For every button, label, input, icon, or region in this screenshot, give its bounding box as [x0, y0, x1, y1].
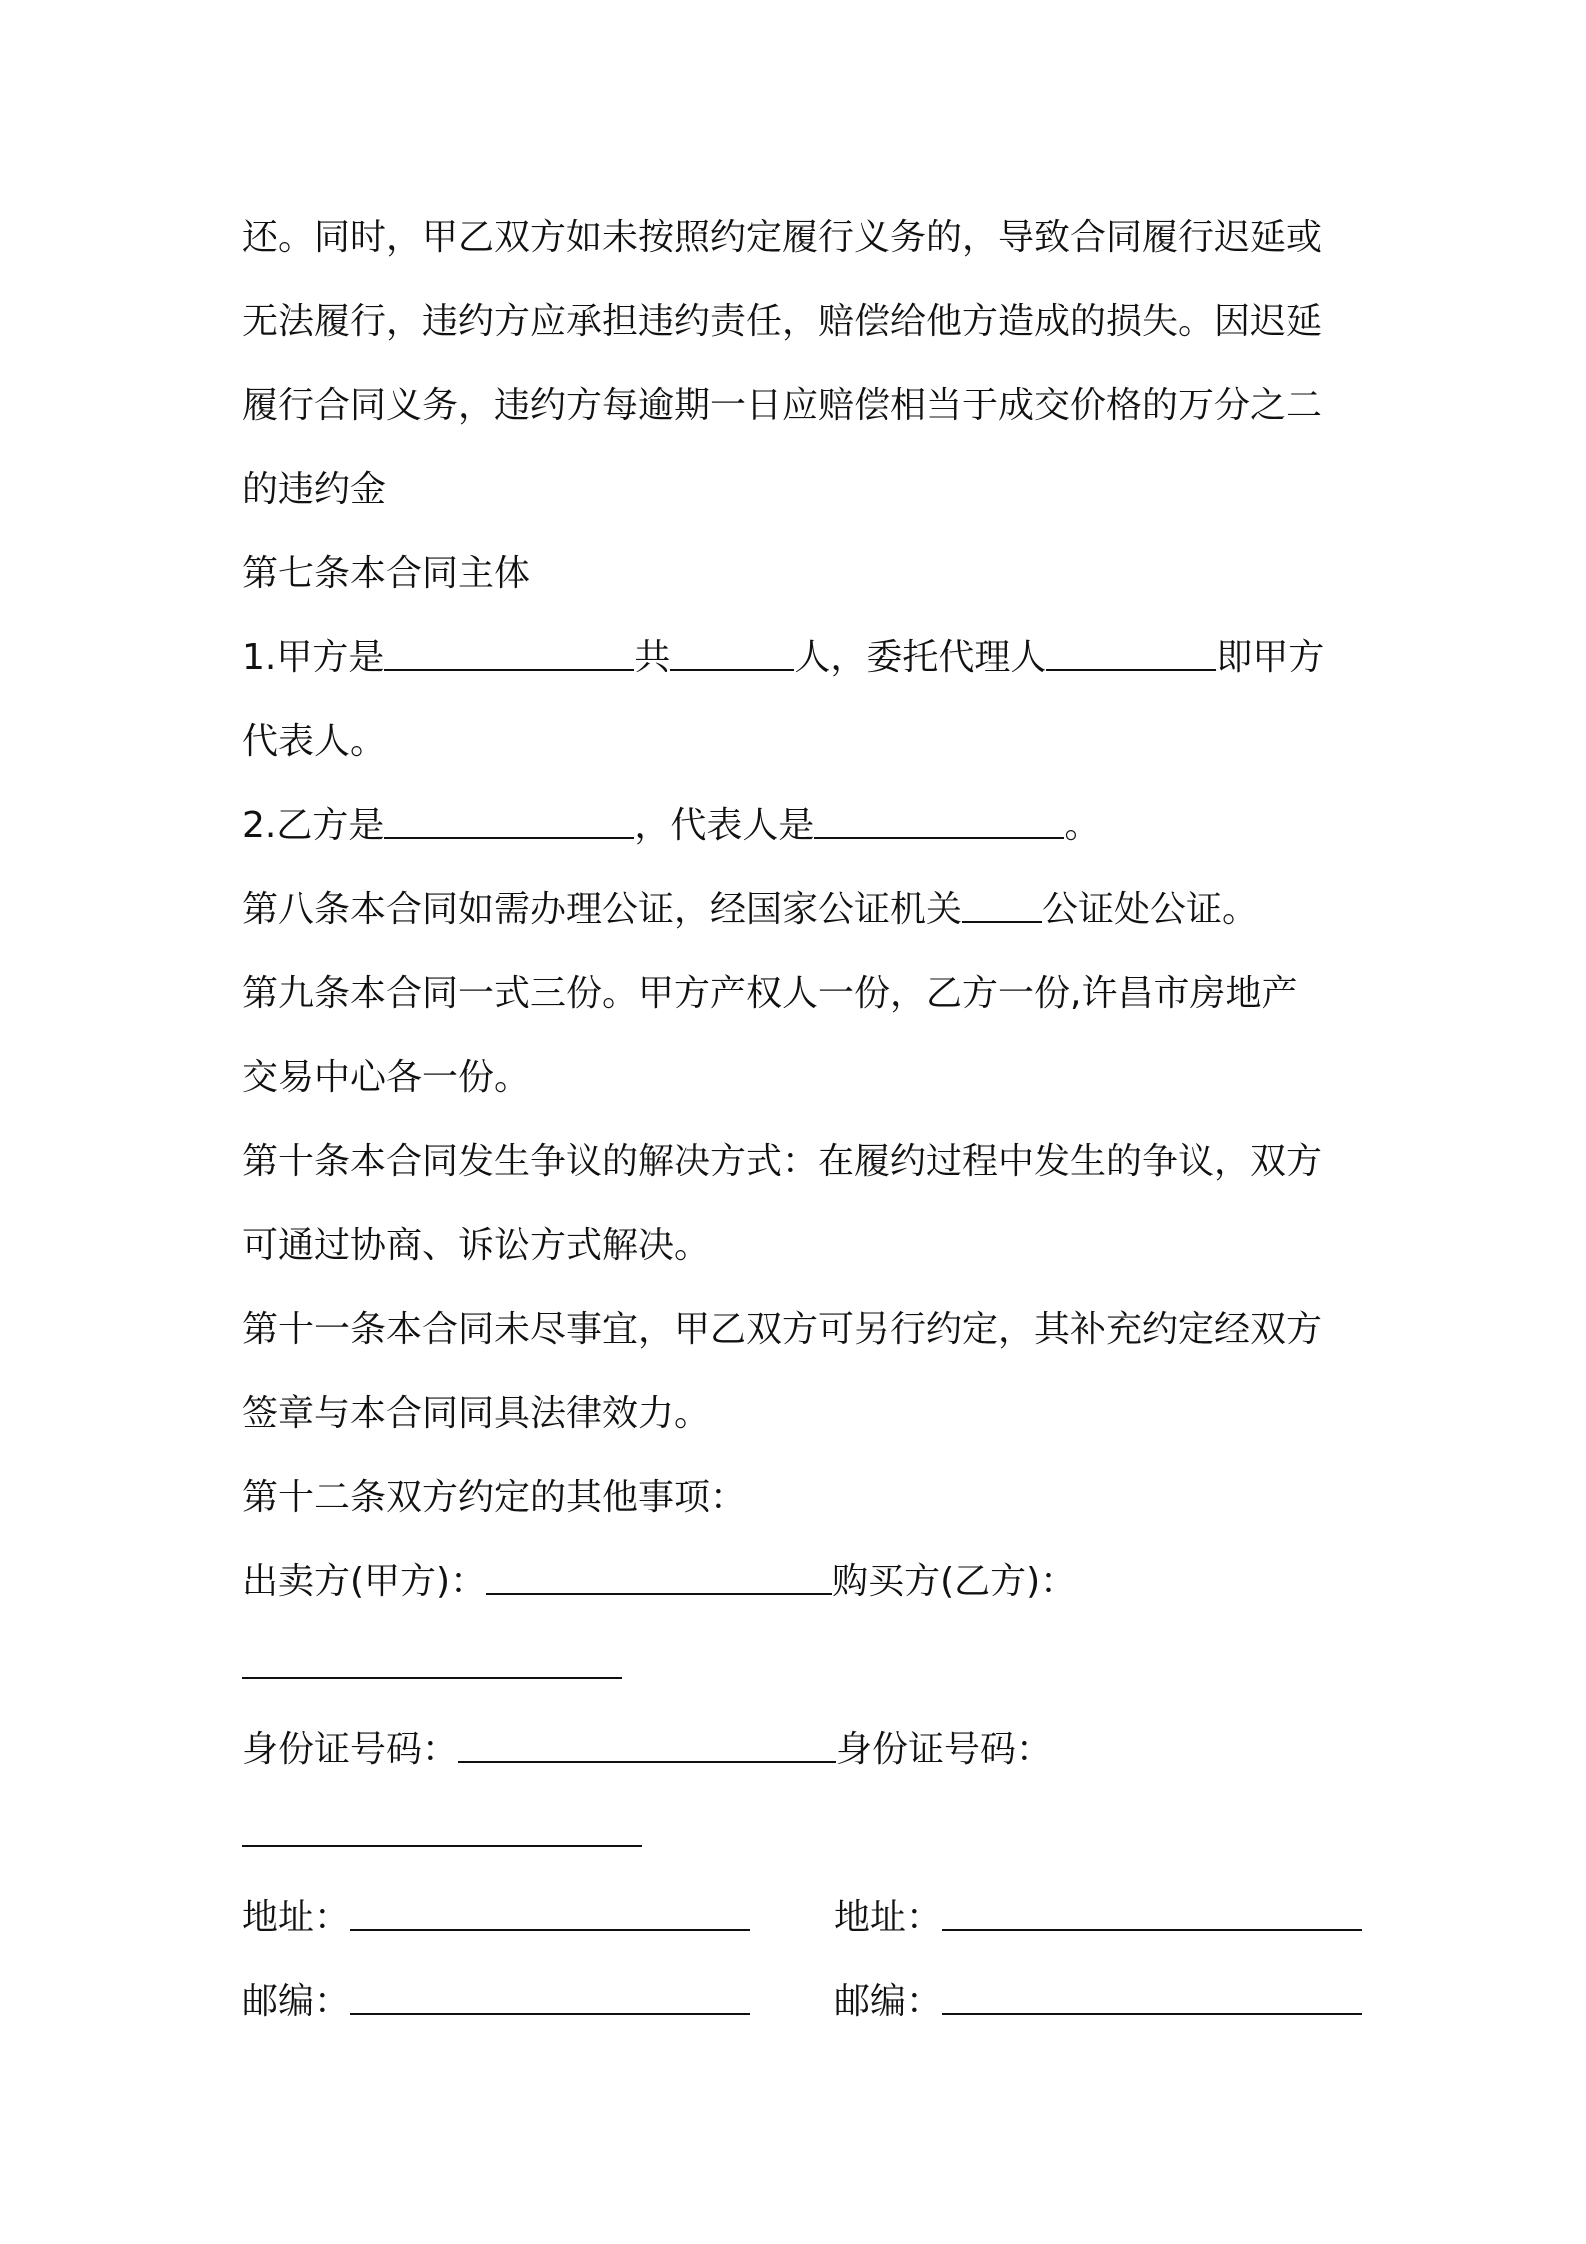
- paragraph-line: 交易中心各一份。: [242, 1057, 531, 1098]
- party-a-name-blank: [384, 635, 634, 671]
- paragraph-line: 的违约金: [242, 469, 387, 510]
- paragraph-line: 代表人。: [242, 721, 387, 762]
- paragraph-line: 无法履行，违约方应承担违约责任，赔偿给他方造成的损失。因迟延: [242, 301, 1323, 342]
- paragraph-line: 第十条本合同发生争议的解决方式：在履约过程中发生的争议，双方: [242, 1141, 1323, 1182]
- buyer-address-blank: [942, 1895, 1362, 1931]
- notary-office-blank: [962, 887, 1042, 923]
- signature-parties: [242, 1540, 1362, 1624]
- paragraph-line: 第十一条本合同未尽事宜，甲乙双方可另行约定，其补充约定经双方: [242, 1309, 1323, 1350]
- buyer-id-blank-line: [242, 1792, 1362, 1876]
- buyer-blank-line: [242, 1624, 1362, 1708]
- text-span: 人，委托代理人: [794, 637, 1047, 678]
- seller-label: 出卖方(甲方)：: [242, 1561, 487, 1602]
- text-span: 公证处公证。: [1042, 889, 1259, 930]
- text-span: 2.乙方是: [242, 805, 385, 846]
- id-label: 身份证号码：: [836, 1729, 1053, 1770]
- seller-address-blank: [350, 1895, 750, 1931]
- buyer-label: 购买方(乙方)：: [832, 1561, 1077, 1602]
- seller-postcode: [242, 1960, 750, 2044]
- postcode-label: 邮编：: [834, 1981, 943, 2022]
- article-7-title: 第七条本合同主体: [242, 553, 531, 594]
- party-b-name-blank: [384, 803, 634, 839]
- text-span: 第八条本合同如需办理公证，经国家公证机关: [242, 889, 963, 930]
- article-12: 第十二条双方约定的其他事项：: [242, 1477, 747, 1518]
- seller-address: [242, 1876, 750, 1960]
- buyer-postcode: [834, 1960, 1362, 2044]
- seller-id-blank: [458, 1727, 836, 1763]
- postcode-label: 邮编：: [242, 1981, 351, 2022]
- paragraph-line: 可通过协商、诉讼方式解决。: [242, 1225, 711, 1266]
- contract-body: [242, 196, 1362, 2044]
- agent-name-blank: [1046, 635, 1216, 671]
- paragraph-line: 第九条本合同一式三份。甲方产权人一份，乙方一份,许昌市房地产: [242, 973, 1298, 1014]
- article-8: [242, 868, 1362, 952]
- buyer-address: [834, 1876, 1362, 1960]
- text-span: 即甲方: [1216, 637, 1325, 678]
- text-span: 。: [1064, 805, 1101, 846]
- text-span: 1.甲方是: [242, 637, 385, 678]
- buyer-postcode-blank: [942, 1979, 1362, 2015]
- text-span: 共: [634, 637, 671, 678]
- address-label: 地址：: [834, 1897, 943, 1938]
- party-a-count-blank: [670, 635, 794, 671]
- address-row: [242, 1876, 1362, 1960]
- id-number-row: [242, 1708, 1362, 1792]
- paragraph-line: 签章与本合同同具法律效力。: [242, 1393, 711, 1434]
- article-7-item-1: [242, 616, 1362, 700]
- seller-postcode-blank: [350, 1979, 750, 2015]
- seller-blank: [486, 1559, 832, 1595]
- text-span: ，代表人是: [634, 805, 815, 846]
- postcode-row: [242, 1960, 1362, 2044]
- address-label: 地址：: [242, 1897, 351, 1938]
- paragraph-line: 履行合同义务，违约方每逾期一日应赔偿相当于成交价格的万分之二: [242, 385, 1323, 426]
- id-label: 身份证号码：: [242, 1729, 459, 1770]
- representative-blank: [814, 803, 1064, 839]
- buyer-blank: [242, 1643, 622, 1679]
- paragraph-line: 还。同时，甲乙双方如未按照约定履行义务的，导致合同履行迟延或: [242, 217, 1323, 258]
- buyer-id-blank: [242, 1811, 642, 1847]
- article-7-item-2: [242, 784, 1362, 868]
